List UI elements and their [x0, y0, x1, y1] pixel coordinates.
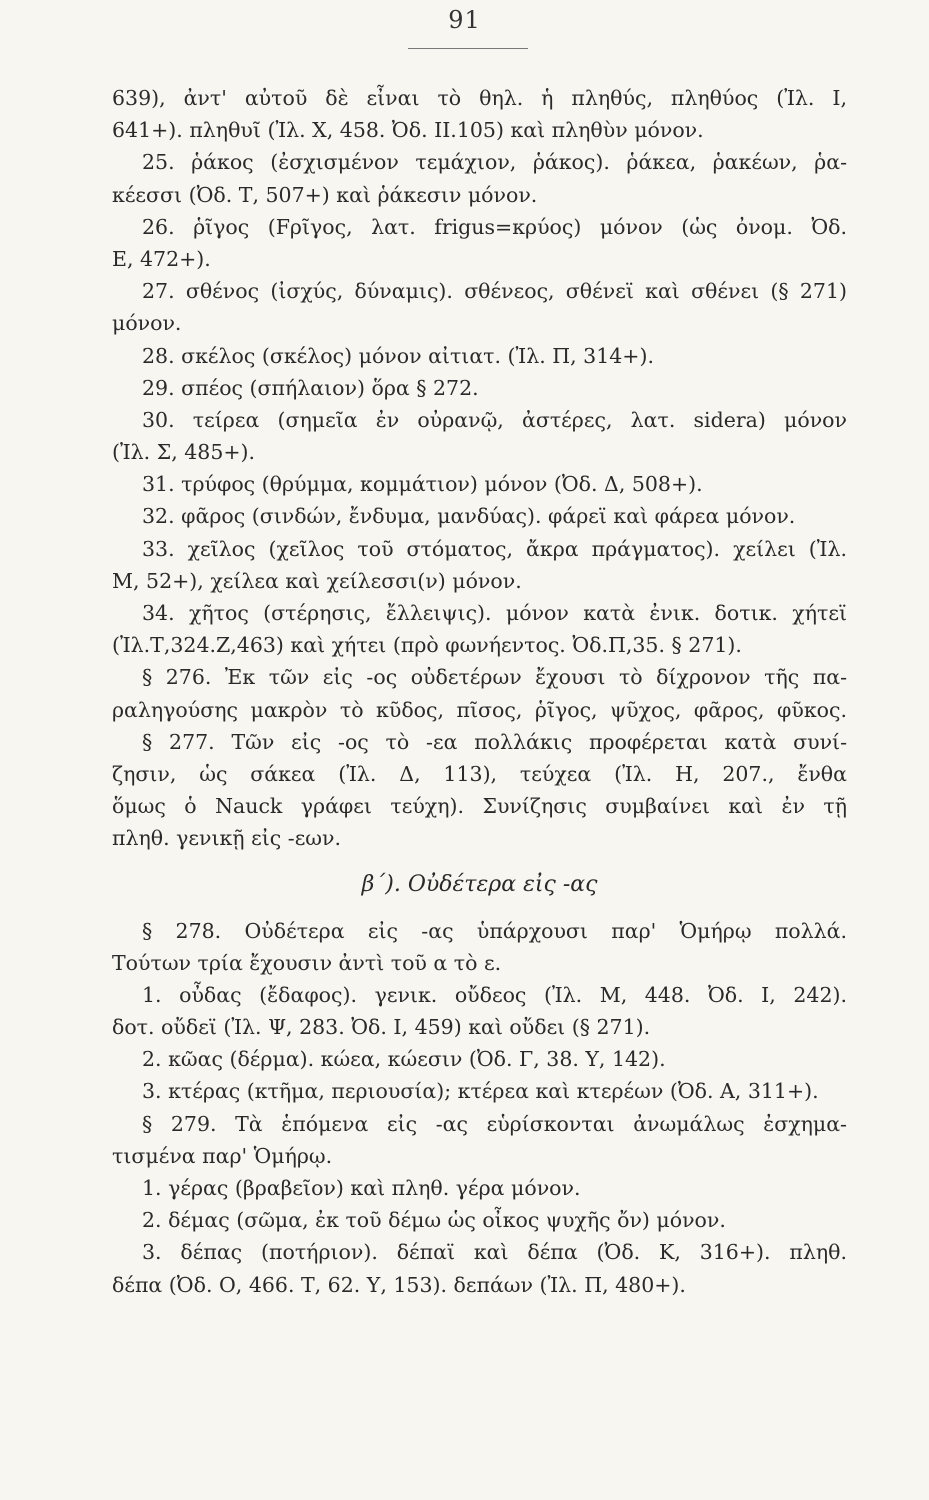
section-heading: β΄). Οὐδέτερα εἰς -ας — [361, 871, 598, 897]
text-line: 25. ῥάκος (ἐσχισμένον τεμάχιον, ῥάκος). ῥάκεα, ῥακέων, ῥα- — [142, 150, 847, 175]
text-line: ὅμως ὁ Nauck γράφει τεύχη). Συνίζησις συμβαίνει καὶ ἐν τῇ — [112, 794, 847, 819]
text-block-nouns-as — [112, 915, 847, 1301]
text-line: μόνον. — [112, 311, 182, 336]
text-line: 33. χεῖλος (χεῖλος τοῦ στόματος, ἄκρα πράγματος). χείλει (Ἰλ. — [142, 536, 847, 561]
text-line: ζησιν, ὡς σάκεα (Ἰλ. Δ, 113), τεύχεα (Ἰλ. Η, 207., ἔνθα — [112, 761, 847, 786]
text-line: δοτ. οὔδεϊ (Ἰλ. Ψ, 283. Ὀδ. Ι, 459) καὶ οὔδει (§ 271). — [112, 1015, 651, 1040]
text-line: § 279. Τὰ ἑπόμενα εἰς -ας εὑρίσκονται ἀνωμάλως ἐσχημα- — [142, 1111, 847, 1136]
text-line: 28. σκέλος (σκέλος) μόνον αἰτιατ. (Ἰλ. Π, 314+). — [142, 343, 654, 368]
text-line: 3. κτέρας (κτῆμα, περιουσία); κτέρεα καὶ κτερέων (Ὀδ. Α, 311+). — [142, 1079, 819, 1104]
text-line: 639), ἀντ' αὐτοῦ δὲ εἶναι τὸ θηλ. ἡ πληθύς, πληθύος (Ἰλ. Ι, — [112, 86, 847, 110]
page-body — [112, 82, 847, 1301]
text-line: Ε, 472+). — [112, 246, 211, 271]
page-number: 91 — [448, 6, 481, 34]
text-line: 31. τρύφος (θρύμμα, κομμάτιον) μόνον (Ὀδ. Δ, 508+). — [142, 472, 703, 497]
text-line: § 278. Οὐδέτερα εἰς -ας ὑπάρχουσι παρ' Ὁμήρῳ πολλά. — [142, 918, 847, 943]
text-line: 30. τείρεα (σημεῖα ἐν οὐρανῷ, ἀστέρες, λατ. sidera) μόνον — [142, 407, 847, 432]
text-line: 1. γέρας (βραβεῖον) καὶ πληθ. γέρα μόνον. — [142, 1176, 581, 1200]
text-line: ραληγούσης μακρὸν τὸ κῦδος, πῖσος, ῥῖγος, ψῦχος, φᾶρος, φῦκος. — [112, 697, 847, 722]
text-block-nouns-os — [112, 82, 847, 855]
text-line: 3. δέπας (ποτήριον). δέπαϊ καὶ δέπα (Ὀδ. Κ, 316+). πληθ. — [142, 1240, 847, 1265]
text-line: § 276. Ἐκ τῶν εἰς -ος οὐδετέρων ἔχουσι τὸ δίχρονον τῆς πα- — [142, 665, 847, 690]
text-line: δέπα (Ὀδ. Ο, 466. Τ, 62. Υ, 153). δεπάων (Ἰλ. Π, 480+). — [112, 1272, 686, 1297]
text-line: κέεσσι (Ὀδ. Τ, 507+) καὶ ῥάκεσιν μόνον. — [112, 182, 538, 207]
text-line: 1. οὖδας (ἔδαφος). γενικ. οὔδεος (Ἰλ. Μ, 448. Ὀδ. Ι, 242). — [142, 982, 847, 1007]
text-line: 34. χῆτος (στέρησις, ἔλλειψις). μόνον κατὰ ἐνικ. δοτικ. χήτεϊ — [142, 601, 847, 625]
text-line: (Ἰλ. Σ, 485+). — [112, 440, 256, 465]
text-line: 32. φᾶρος (σινδών, ἔνδυμα, μανδύας). φάρεϊ καὶ φάρεα μόνον. — [142, 504, 796, 529]
text-line: τισμένα παρ' Ὁμήρῳ. — [112, 1143, 333, 1168]
text-line: 27. σθένος (ἰσχύς, δύναμις). σθένεος, σθένεϊ καὶ σθένει (§ 271) — [142, 279, 847, 304]
header-rule — [408, 48, 528, 49]
text-line: 26. ῥῖγος (Fρῖγος, λατ. frigus=κρύος) μόνον (ὡς ὀνομ. Ὀδ. — [142, 214, 847, 239]
text-line: 2. κῶας (δέρμα). κώεα, κώεσιν (Ὀδ. Γ, 38. Υ, 142). — [142, 1047, 666, 1072]
text-line: Τούτων τρία ἔχουσιν ἀντὶ τοῦ α τὸ ε. — [112, 950, 502, 975]
text-line: 2. δέμας (σῶμα, ἐκ τοῦ δέμω ὡς οἶκος ψυχῆς ὄν) μόνον. — [142, 1208, 726, 1233]
text-line: 29. σπέος (σπήλαιον) ὅρα § 272. — [142, 375, 479, 400]
text-line: § 277. Τῶν εἰς -ος τὸ -εα πολλάκις προφέρεται κατὰ συνί- — [142, 729, 847, 754]
text-line: πληθ. γενικῇ εἰς -εων. — [112, 826, 342, 851]
text-line: (Ἰλ.Τ,324.Ζ,463) καὶ χήτει (πρὸ φωνήεντος. Ὀδ.Π,35. § 271). — [112, 633, 742, 658]
text-line: 641+). πληθυῖ (Ἰλ. Χ, 458. Ὀδ. ΙΙ.105) καὶ πληθὺν μόνον. — [112, 118, 704, 143]
text-line: Μ, 52+), χείλεα καὶ χείλεσσι(ν) μόνον. — [112, 568, 522, 593]
